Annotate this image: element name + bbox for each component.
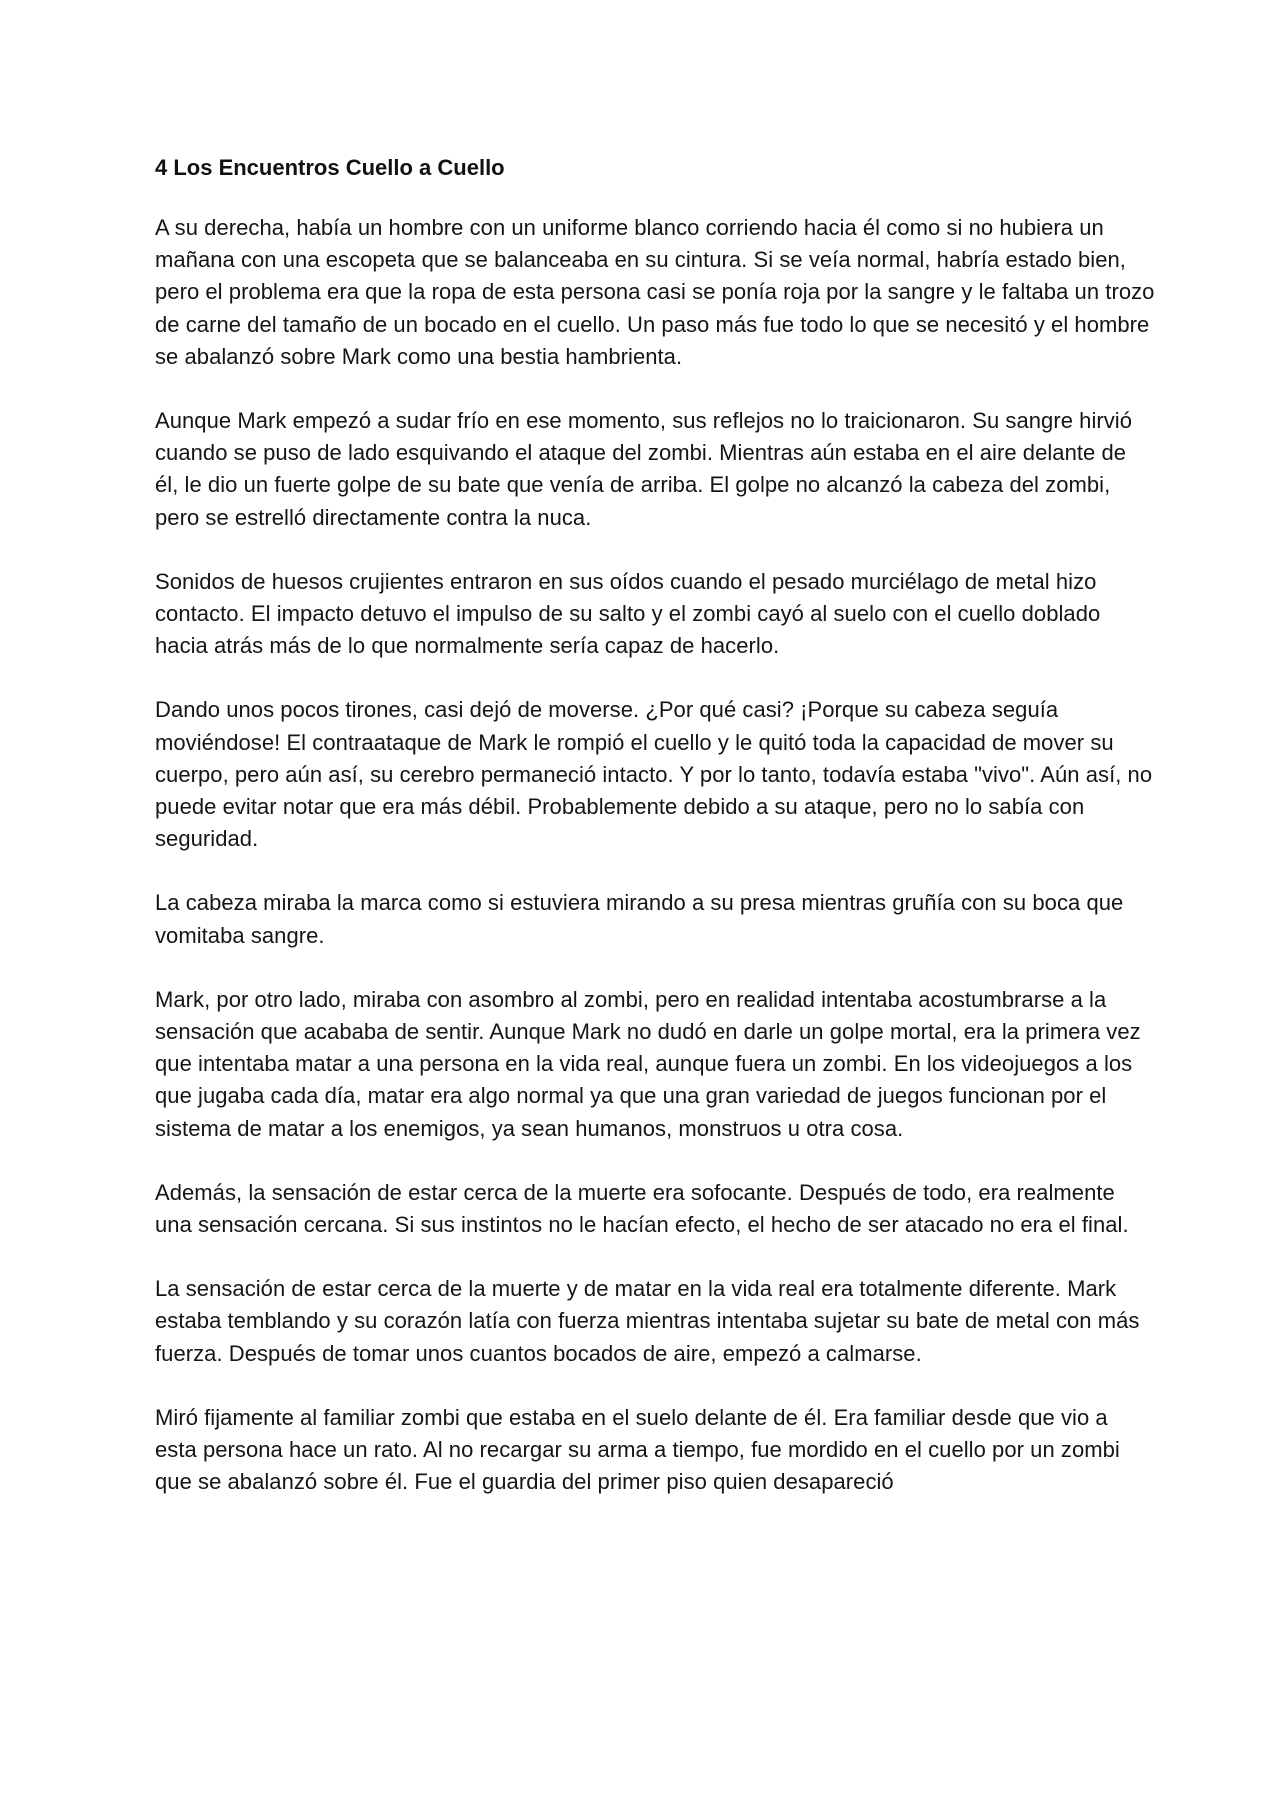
paragraph-8: La sensación de estar cerca de la muerte y de matar en la vida real era totalmente diferente. Mark estaba temblando y su corazón latía con fuerza mientras intentaba sujetar su bate de metal con más fuerza. Después de tomar unos cuantos bocados de aire, empezó a calmarse. xyxy=(155,1276,1140,1366)
paragraph-4: Dando unos pocos tirones, casi dejó de moverse. ¿Por qué casi? ¡Porque su cabeza seguía moviéndose! El contraataque de Mark le rompió el cuello y le quitó toda la capacidad de mover su cuerpo, pero aún así, su cerebro permaneció intacto. Y por lo tanto, todavía estaba "vivo". Aún así, no puede evitar notar que era más débil. Probablemente debido a su ataque, pero no lo sabía con seguridad. xyxy=(155,697,1153,852)
paragraph-2: Aunque Mark empezó a sudar frío en ese momento, sus reflejos no lo traicionaron. Su sangre hirvió cuando se puso de lado esquivando el ataque del zombi. Mientras aún estaba en el aire delante de él, le dio un fuerte golpe de su bate que venía de arriba. El golpe no alcanzó la cabeza del zombi, pero se estrelló directamente contra la nuca. xyxy=(155,408,1133,530)
paragraph-9: Miró fijamente al familiar zombi que estaba en el suelo delante de él. Era familiar desde que vio a esta persona hace un rato. Al no recargar su arma a tiempo, fue mordido en el cuello por un zombi que se abalanzó sobre él. Fue el guardia del primer piso quien desapareció xyxy=(155,1404,1120,1495)
chapter-title: 4 Los Encuentros Cuello a Cuello xyxy=(155,155,505,180)
paragraph-7: Además, la sensación de estar cerca de la muerte era sofocante. Después de todo, era realmente una sensación cercana. Si sus instintos no le hacían efecto, el hecho de ser atacado no era el final. xyxy=(155,1179,1129,1238)
paragraph-5: La cabeza miraba la marca como si estuviera mirando a su presa mientras gruñía con su boca que vomitaba sangre. xyxy=(155,890,1124,948)
document-body xyxy=(155,152,1155,1531)
paragraph-1: A su derecha, había un hombre con un uniforme blanco corriendo hacia él como si no hubiera un mañana con una escopeta que se balanceaba en su cintura. Si se veía normal, habría estado bien, pero el problema era que la ropa de esta persona casi se ponía roja por la sangre y le faltaba un trozo de carne del tamaño de un bocado en el cuello. Un paso más fue todo lo que se necesitó y el hombre se abalanzó sobre Mark como una bestia hambrienta. xyxy=(155,215,1155,369)
paragraph-6: Mark, por otro lado, miraba con asombro al zombi, pero en realidad intentaba acostumbrarse a la sensación que acababa de sentir. Aunque Mark no dudó en darle un golpe mortal, era la primera vez que intentaba matar a una persona en la vida real, aunque fuera un zombi. En los videojuegos a los que jugaba cada día, matar era algo normal ya que una gran variedad de juegos funcionan por el sistema de matar a los enemigos, ya sean humanos, monstruos u otra cosa. xyxy=(155,986,1141,1141)
paragraph-3: Sonidos de huesos crujientes entraron en sus oídos cuando el pesado murciélago de metal hizo contacto. El impacto detuvo el impulso de su salto y el zombi cayó al suelo con el cuello doblado hacia atrás más de lo que normalmente sería capaz de hacerlo. xyxy=(155,568,1101,659)
